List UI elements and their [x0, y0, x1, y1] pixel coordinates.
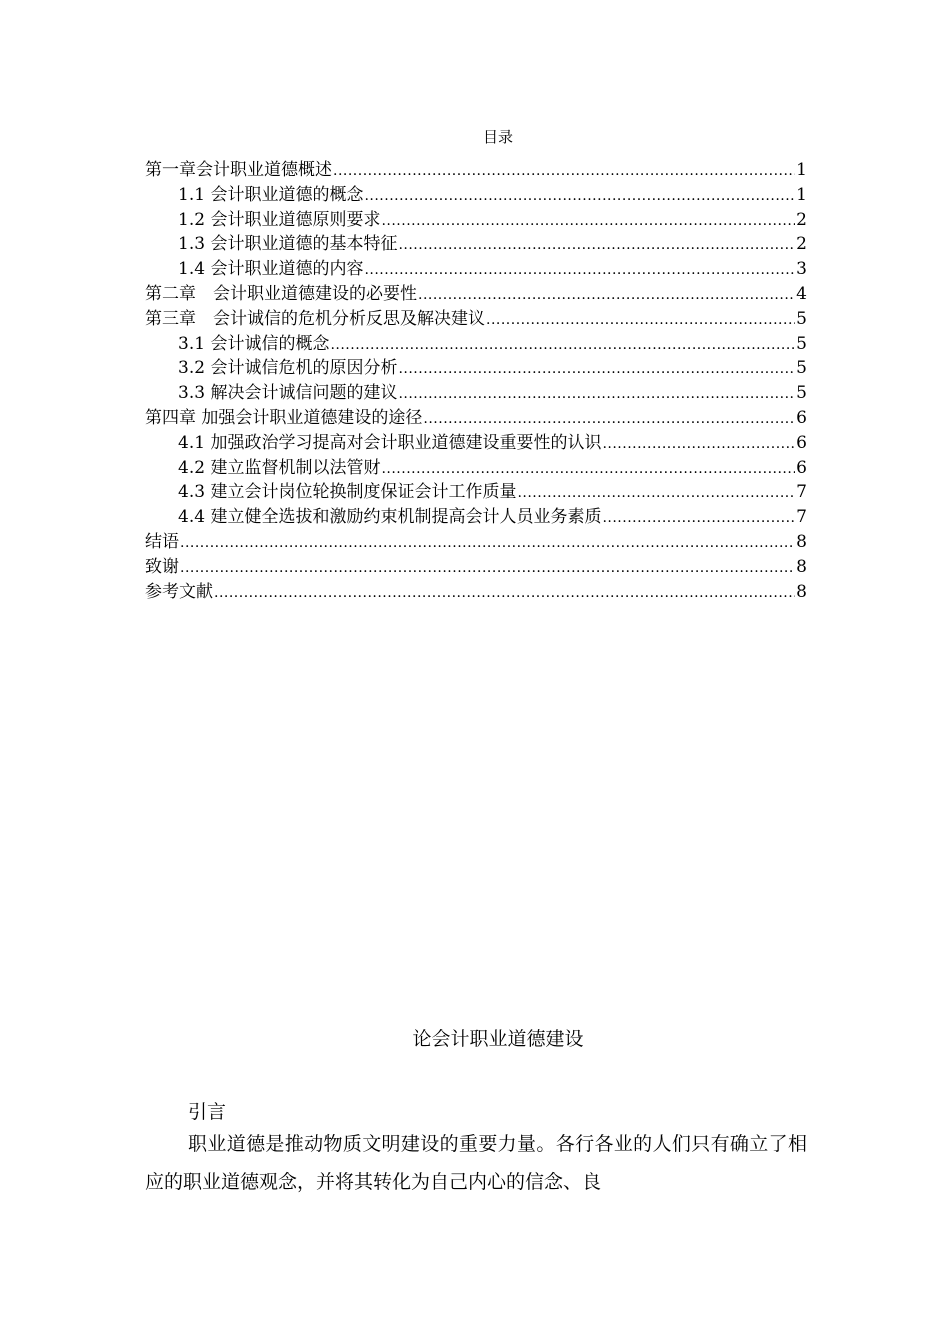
toc-entry-page: 7: [796, 482, 807, 503]
toc-entry-page: 6: [796, 407, 807, 428]
toc-entry[interactable]: [145, 381, 807, 406]
toc-entry[interactable]: [145, 232, 807, 257]
toc-dot-leader: [398, 382, 795, 406]
toc-entry[interactable]: [145, 555, 807, 580]
toc-entry-label: 4.3 建立会计岗位轮换制度保证会计工作质量: [178, 482, 517, 503]
toc-entry-label: 1.2 会计职业道德原则要求: [178, 209, 381, 230]
toc-entry-page: 4: [796, 283, 807, 304]
toc-entry[interactable]: [145, 332, 807, 357]
toc-dot-leader: [330, 333, 795, 357]
toc-dot-leader: [398, 357, 795, 381]
toc-entry-label: 4.1 加强政治学习提高对会计职业道德建设重要性的认识: [178, 432, 602, 453]
toc-entry-page: 6: [796, 457, 807, 478]
toc-entry-page: 5: [796, 358, 807, 379]
toc-entry-label: 致谢: [145, 556, 179, 577]
toc-title: 目录: [482, 128, 513, 146]
toc-entry-page: 8: [796, 556, 807, 577]
toc-entry[interactable]: [145, 530, 807, 555]
toc-entry[interactable]: [145, 406, 807, 431]
toc-entry-label: 3.1 会计诚信的概念: [178, 333, 330, 354]
toc-entry-page: 5: [796, 383, 807, 404]
toc-dot-leader: [333, 159, 795, 183]
toc-entry-label: 第一章会计职业道德概述: [145, 160, 332, 180]
toc-entry-page: 3: [796, 259, 807, 280]
toc-entry-label: 1.1 会计职业道德的概念: [178, 184, 364, 205]
toc-entry[interactable]: [145, 158, 807, 183]
table-of-contents: [145, 158, 807, 604]
toc-entry[interactable]: [145, 505, 807, 530]
toc-dot-leader: [398, 233, 795, 257]
toc-dot-leader: [214, 581, 795, 605]
toc-entry-page: 5: [796, 333, 807, 354]
document-title: 论会计职业道德建设: [412, 1028, 584, 1050]
toc-entry-label: 3.2 会计诚信危机的原因分析: [178, 358, 398, 379]
toc-dot-leader: [364, 258, 795, 282]
toc-entry[interactable]: [145, 257, 807, 282]
toc-dot-leader: [381, 457, 795, 481]
toc-entry-page: 1: [796, 184, 807, 205]
toc-dot-leader: [423, 407, 795, 431]
intro-heading: 引言: [188, 1101, 227, 1123]
toc-entry-label: 4.4 建立健全选拔和激励约束机制提高会计人员业务素质: [178, 507, 602, 528]
toc-entry[interactable]: [145, 356, 807, 381]
toc-entry-label: 1.3 会计职业道德的基本特征: [178, 234, 398, 255]
toc-dot-leader: [418, 283, 795, 307]
toc-entry-page: 7: [796, 507, 807, 528]
toc-dot-leader: [180, 556, 795, 580]
toc-entry-label: 结语: [145, 531, 179, 552]
toc-entry-page: 6: [796, 432, 807, 453]
toc-dot-leader: [364, 184, 795, 208]
toc-dot-leader: [381, 209, 795, 233]
toc-entry[interactable]: [145, 307, 807, 332]
toc-entry-page: 8: [796, 531, 807, 552]
toc-entry[interactable]: [145, 208, 807, 233]
toc-entry[interactable]: [145, 183, 807, 208]
toc-entry-page: 5: [796, 308, 807, 329]
toc-entry-label: 1.4 会计职业道德的内容: [178, 259, 364, 280]
toc-dot-leader: [180, 531, 795, 555]
toc-entry-page: 2: [796, 209, 807, 230]
toc-dot-leader: [486, 308, 795, 332]
toc-entry[interactable]: [145, 282, 807, 307]
body-paragraph: 职业道德是推动物质文明建设的重要力量。各行各业的人们只有确立了相应的职业道德观念，并将其转化为自己内心的信念、良: [145, 1133, 807, 1193]
toc-entry[interactable]: [145, 580, 807, 605]
toc-entry-page: 2: [796, 234, 807, 255]
toc-entry-page: 8: [796, 581, 807, 602]
toc-entry-page: 1: [796, 160, 807, 180]
toc-entry[interactable]: [145, 480, 807, 505]
toc-entry-label: 3.3 解决会计诚信问题的建议: [178, 383, 398, 404]
toc-entry-label: 第四章 加强会计职业道德建设的途径: [145, 407, 423, 428]
toc-dot-leader: [517, 481, 795, 505]
toc-entry-label: 参考文献: [145, 581, 213, 602]
toc-entry[interactable]: [145, 431, 807, 456]
toc-entry-label: 第二章 会计职业道德建设的必要性: [145, 283, 417, 304]
toc-entry-label: 第三章 会计诚信的危机分析反思及解决建议: [145, 308, 485, 329]
toc-dot-leader: [602, 432, 795, 456]
toc-entry[interactable]: [145, 456, 807, 481]
toc-dot-leader: [602, 506, 795, 530]
toc-entry-label: 4.2 建立监督机制以法管财: [178, 457, 381, 478]
